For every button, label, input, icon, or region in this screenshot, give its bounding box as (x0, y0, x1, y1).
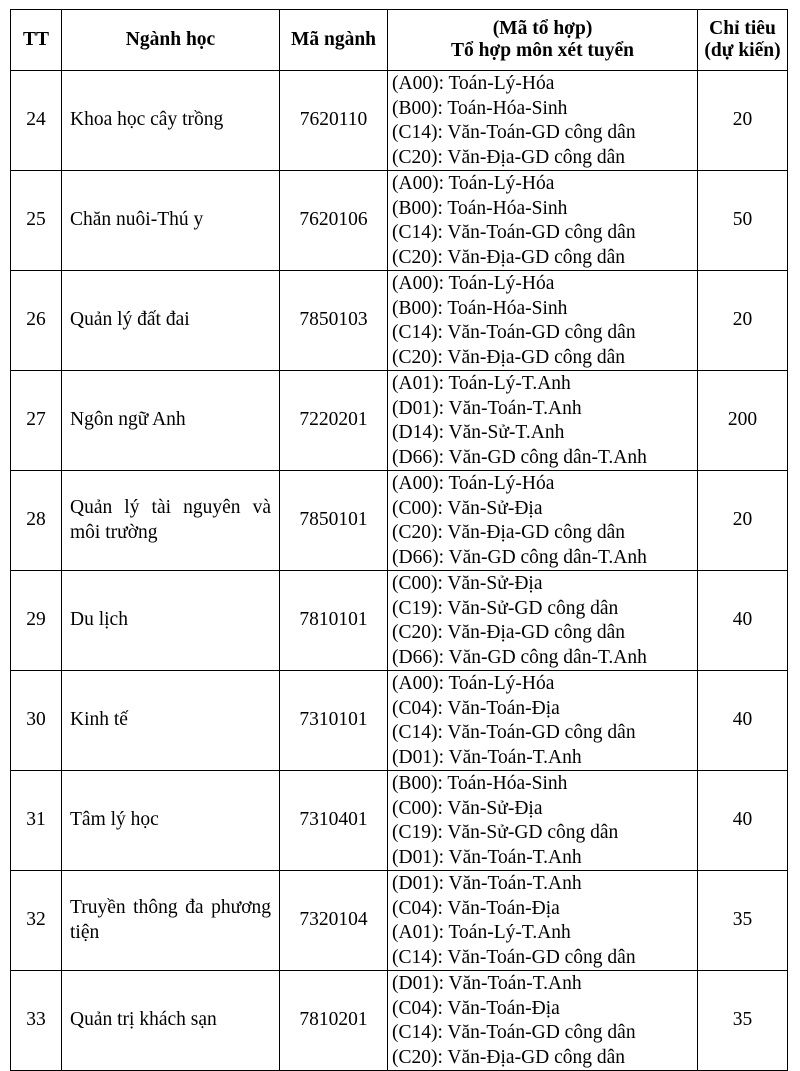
subject-combination: (D01): Văn-Toán-T.Anh (392, 746, 582, 768)
major-code: 7220201 (280, 371, 388, 471)
table-row (11, 671, 788, 771)
quota-value: 40 (698, 771, 788, 871)
header-quota-line2: (dự kiến) (704, 40, 781, 61)
subject-combination: (C14): Văn-Toán-GD công dân (392, 222, 636, 243)
quota-value: 50 (698, 171, 788, 271)
table-row (11, 871, 788, 971)
row-number: 27 (11, 371, 62, 471)
subject-combination: (C20): Văn-Địa-GD công dân (392, 1046, 626, 1068)
subject-combination: (C14): Văn-Toán-GD công dân (392, 322, 636, 343)
header-combo-line1: (Mã tổ hợp) (492, 18, 593, 39)
header-code: Mã ngành (280, 10, 388, 71)
subject-combination: (C04): Văn-Toán-Địa (392, 997, 560, 1019)
header-tt: TT (11, 10, 62, 71)
table-row (11, 171, 788, 271)
subject-combination: (A00): Toán-Lý-Hóa (392, 473, 555, 494)
table-row (11, 771, 788, 871)
quota-value: 20 (698, 471, 788, 571)
quota-value: 40 (698, 571, 788, 671)
major-name: Quản lý tài nguyên và môi trường (62, 471, 280, 571)
subject-combinations (388, 71, 698, 171)
major-code: 7850101 (280, 471, 388, 571)
subject-combination: (C20): Văn-Địa-GD công dân (392, 522, 626, 543)
row-number: 29 (11, 571, 62, 671)
row-number: 25 (11, 171, 62, 271)
row-number: 24 (11, 71, 62, 171)
subject-combination: (C19): Văn-Sử-GD công dân (392, 597, 619, 619)
subject-combination: (D01): Văn-Toán-T.Anh (392, 873, 582, 894)
subject-combinations (388, 171, 698, 271)
subject-combination: (A00): Toán-Lý-Hóa (392, 673, 555, 694)
row-number: 28 (11, 471, 62, 571)
table-row (11, 371, 788, 471)
subject-combination: (D01): Văn-Toán-T.Anh (392, 397, 582, 419)
subject-combination: (C20): Văn-Địa-GD công dân (392, 146, 626, 168)
major-name: Tâm lý học (62, 771, 280, 871)
table-row (11, 271, 788, 371)
row-number: 33 (11, 971, 62, 1071)
subject-combination: (D66): Văn-GD công dân-T.Anh (392, 446, 647, 468)
table-body (11, 71, 788, 1071)
subject-combination: (C00): Văn-Sử-Địa (392, 797, 543, 819)
subject-combination: (B00): Toán-Hóa-Sinh (392, 297, 568, 319)
subject-combinations (388, 671, 698, 771)
major-code: 7810101 (280, 571, 388, 671)
major-code: 7320104 (280, 871, 388, 971)
quota-value: 20 (698, 271, 788, 371)
major-name: Quản trị khách sạn (62, 971, 280, 1071)
header-major: Ngành học (62, 10, 280, 71)
subject-combinations (388, 471, 698, 571)
subject-combination: (C20): Văn-Địa-GD công dân (392, 246, 626, 268)
admissions-table (10, 9, 788, 1071)
subject-combination: (C00): Văn-Sử-Địa (392, 573, 543, 594)
subject-combinations (388, 571, 698, 671)
header-quota (698, 10, 788, 71)
table-row (11, 571, 788, 671)
major-name: Kinh tế (62, 671, 280, 771)
major-name: Khoa học cây trồng (62, 71, 280, 171)
subject-combinations (388, 271, 698, 371)
major-name: Truyền thông đa phương tiện (62, 871, 280, 971)
subject-combinations (388, 371, 698, 471)
subject-combination: (A01): Toán-Lý-T.Anh (392, 373, 571, 394)
subject-combination: (D01): Văn-Toán-T.Anh (392, 846, 582, 868)
quota-value: 40 (698, 671, 788, 771)
quota-value: 35 (698, 971, 788, 1071)
major-code: 7620110 (280, 71, 388, 171)
subject-combination: (C14): Văn-Toán-GD công dân (392, 122, 636, 143)
subject-combinations (388, 971, 698, 1071)
subject-combination: (D14): Văn-Sử-T.Anh (392, 422, 565, 443)
subject-combination: (C20): Văn-Địa-GD công dân (392, 346, 626, 368)
subject-combination: (C14): Văn-Toán-GD công dân (392, 1022, 636, 1043)
major-code: 7310401 (280, 771, 388, 871)
subject-combination: (C19): Văn-Sử-GD công dân (392, 822, 619, 843)
row-number: 26 (11, 271, 62, 371)
row-number: 31 (11, 771, 62, 871)
quota-value: 200 (698, 371, 788, 471)
quota-value: 35 (698, 871, 788, 971)
row-number: 30 (11, 671, 62, 771)
major-name: Ngôn ngữ Anh (62, 371, 280, 471)
subject-combination: (C20): Văn-Địa-GD công dân (392, 622, 626, 643)
subject-combinations (388, 771, 698, 871)
subject-combination: (C04): Văn-Toán-Địa (392, 697, 560, 719)
subject-combination: (A00): Toán-Lý-Hóa (392, 273, 555, 294)
subject-combination: (C04): Văn-Toán-Địa (392, 897, 560, 919)
subject-combination: (C14): Văn-Toán-GD công dân (392, 946, 636, 968)
row-number: 32 (11, 871, 62, 971)
table-row (11, 471, 788, 571)
major-code: 7310101 (280, 671, 388, 771)
header-combo (388, 10, 698, 71)
major-name: Chăn nuôi-Thú y (62, 171, 280, 271)
major-code: 7850103 (280, 271, 388, 371)
quota-value: 20 (698, 71, 788, 171)
header-combo-line2: Tổ hợp môn xét tuyển (450, 40, 635, 61)
major-name: Quản lý đất đai (62, 271, 280, 371)
subject-combination: (B00): Toán-Hóa-Sinh (392, 197, 568, 219)
subject-combination: (B00): Toán-Hóa-Sinh (392, 97, 568, 119)
admissions-table-page (10, 9, 787, 1071)
subject-combination: (A01): Toán-Lý-T.Anh (392, 922, 571, 943)
subject-combination: (C00): Văn-Sử-Địa (392, 497, 543, 519)
subject-combinations (388, 871, 698, 971)
header-quota-line1: Chỉ tiêu (709, 18, 776, 39)
major-code: 7620106 (280, 171, 388, 271)
subject-combination: (D66): Văn-GD công dân-T.Anh (392, 546, 647, 568)
major-name: Du lịch (62, 571, 280, 671)
subject-combination: (B00): Toán-Hóa-Sinh (392, 773, 568, 794)
table-row (11, 971, 788, 1071)
subject-combination: (A00): Toán-Lý-Hóa (392, 73, 555, 94)
subject-combination: (C14): Văn-Toán-GD công dân (392, 722, 636, 743)
subject-combination: (D66): Văn-GD công dân-T.Anh (392, 646, 647, 668)
table-header-row (11, 10, 788, 71)
subject-combination: (A00): Toán-Lý-Hóa (392, 173, 555, 194)
subject-combination: (D01): Văn-Toán-T.Anh (392, 973, 582, 994)
major-code: 7810201 (280, 971, 388, 1071)
table-row (11, 71, 788, 171)
